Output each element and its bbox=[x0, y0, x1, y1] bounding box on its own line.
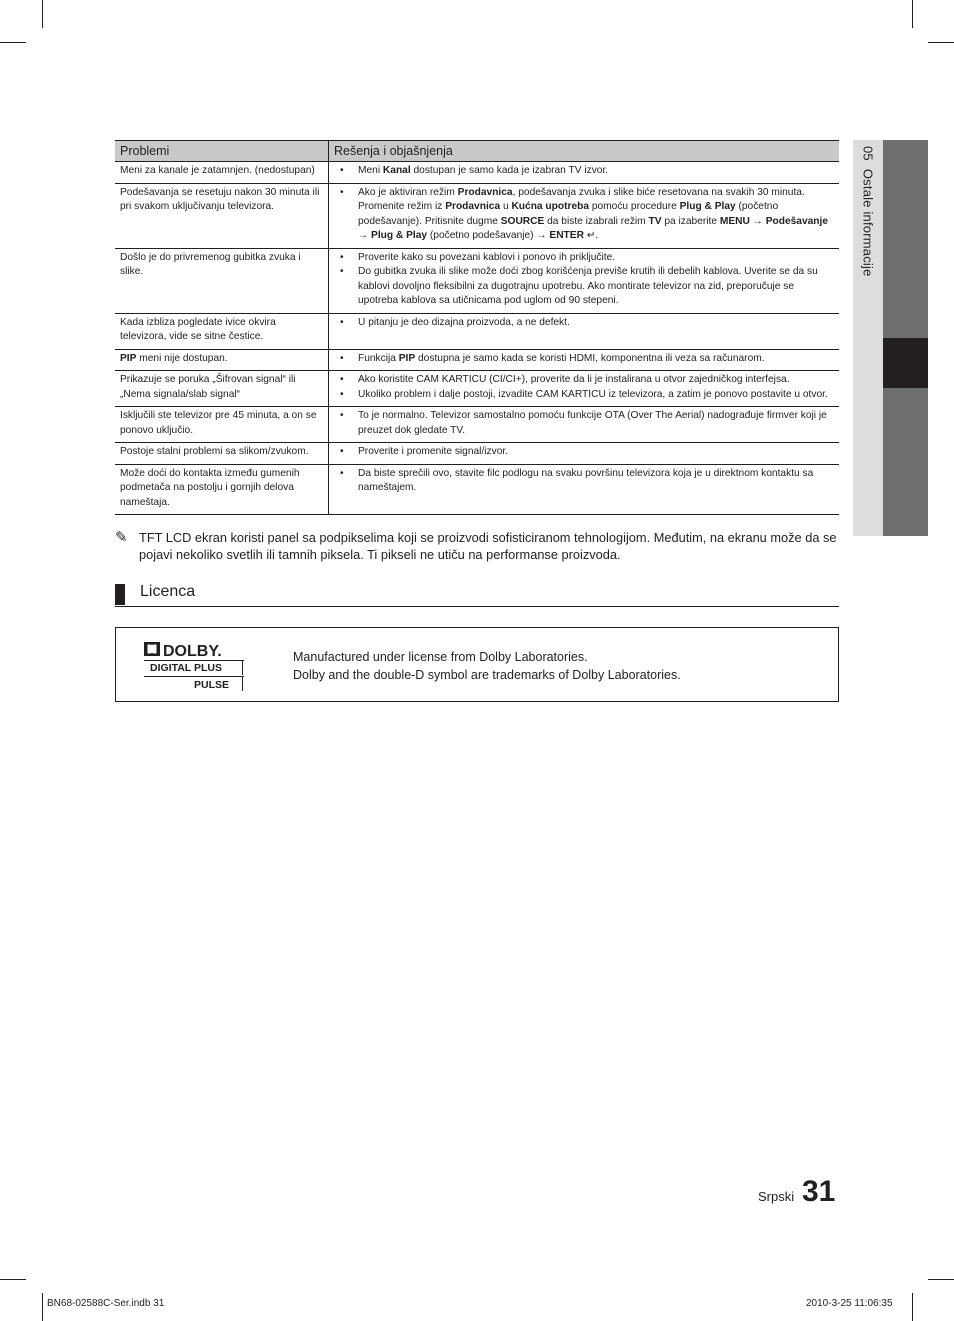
solution-item: • Da biste sprečili ovo, stavite filc podlogu na svaku površinu televizora koja je u direktnom kontaktu sa nameštajem. bbox=[334, 467, 834, 496]
problem-cell: Meni za kanale je zatamnjen. (nedostupan) bbox=[115, 162, 329, 184]
license-box bbox=[115, 627, 839, 702]
solution-list bbox=[334, 409, 834, 438]
crop-mark bbox=[0, 1279, 26, 1280]
solution-item: • Meni Kanal dostupan je samo kada je izabran TV izvor. bbox=[334, 164, 834, 179]
chapter-tab-marker bbox=[883, 338, 928, 388]
license-line-1: Manufactured under license from Dolby Laboratories. bbox=[293, 650, 588, 664]
solution-cell bbox=[329, 162, 840, 184]
license-line-2: Dolby and the double-D symbol are trademarks of Dolby Laboratories. bbox=[293, 668, 681, 682]
solution-cell bbox=[329, 371, 840, 407]
file-info: BN68-02588C-Ser.indb 31 bbox=[47, 1298, 165, 1309]
solution-list bbox=[334, 164, 834, 179]
solution-list bbox=[334, 316, 834, 331]
solution-cell bbox=[329, 349, 840, 371]
crop-mark bbox=[42, 1293, 43, 1321]
solution-list bbox=[334, 186, 834, 244]
header-solutions: Rešenja i objašnjenja bbox=[329, 141, 840, 162]
solution-cell bbox=[329, 464, 840, 515]
solution-item: • Proverite i promenite signal/izvor. bbox=[334, 445, 834, 460]
problem-cell: Može doći do kontakta između gumenih podmetača na postolju i gornjih delova nameštaja. bbox=[115, 464, 329, 515]
table-row bbox=[115, 349, 839, 371]
dolby-brand-text: DOLBY. bbox=[163, 643, 222, 660]
problem-cell: Kada izbliza pogledate ivice okvira televizora, vide se sitne čestice. bbox=[115, 313, 329, 349]
table-row bbox=[115, 183, 839, 248]
crop-mark bbox=[928, 42, 954, 43]
solution-cell bbox=[329, 183, 840, 248]
note-text: TFT LCD ekran koristi panel sa podpikselima koji se proizvodi sofisticiranom tehnologijom. Međutim, na ekranu može da se pojavi nekoliko svetlih ili tamnih piksela. Ti pikseli ne utiču na performanse proizvoda. bbox=[139, 530, 837, 562]
table-body bbox=[115, 162, 839, 515]
solution-item: • Ukoliko problem i dalje postoji, izvadite CAM KARTICU iz televizora, a zatim je ponovo postavite u otvor. bbox=[334, 388, 834, 403]
dolby-digital-plus-text: DIGITAL PLUS bbox=[150, 662, 222, 674]
section-marker bbox=[115, 584, 125, 605]
section-title: Licenca bbox=[140, 583, 196, 600]
page-number: 31 bbox=[802, 1175, 836, 1208]
problem-cell: Podešavanja se resetuju nakon 30 minuta ili pri svakom uključivanju televizora. bbox=[115, 183, 329, 248]
solution-item: • Proverite kako su povezani kablovi i ponovo ih priključite. bbox=[334, 251, 834, 266]
problem-cell: PIP meni nije dostupan. bbox=[115, 349, 329, 371]
problem-cell: Postoje stalni problemi sa slikom/zvukom. bbox=[115, 443, 329, 465]
chapter-number: 05 bbox=[860, 146, 876, 161]
problem-cell: Isključili ste televizor pre 45 minuta, a on se ponovo uključio. bbox=[115, 407, 329, 443]
section-divider bbox=[115, 606, 839, 607]
table-row bbox=[115, 248, 839, 313]
solution-item: • U pitanju je deo dizajna proizvoda, a ne defekt. bbox=[334, 316, 834, 331]
dolby-double-d-icon bbox=[144, 642, 160, 656]
dolby-logo bbox=[144, 640, 244, 692]
problem-cell: Prikazuje se poruka „Šifrovan signal“ ili „Nema signala/slab signal“ bbox=[115, 371, 329, 407]
solution-item: • Do gubitka zvuka ili slike može doći zbog korišćenja previše krutih ili debelih kablova. Uverite se da su kablovi dovoljno fleksibilni za dugotrajnu upotrebu. Ako montirate televizor na zid, preporučuje se upotreba kablova sa utičnicama pod uglom od 90 stepeni. bbox=[334, 265, 834, 309]
license-text bbox=[293, 648, 681, 684]
print-timestamp: 2010-3-25 11:06:35 bbox=[806, 1298, 893, 1309]
table-row bbox=[115, 313, 839, 349]
solution-list bbox=[334, 467, 834, 496]
chapter-tab-label bbox=[861, 146, 876, 277]
solution-cell bbox=[329, 313, 840, 349]
crop-mark bbox=[912, 1293, 913, 1321]
solution-item: • Ako je aktiviran režim Prodavnica, podešavanja zvuka i slike biće resetovana na svakih 30 minuta. Promenite režim iz Prodavnica u Kućna upotreba pomoću procedure Plug & Play (početno podešavanje). Pritisnite dugme SOURCE da biste izabrali režim TV pa izaberite MENU → Podešavanje → Plug & Play (početno podešavanje) → ENTER ↵. bbox=[334, 186, 834, 244]
solution-item: • Ako koristite CAM KARTICU (CI/CI+), proverite da li je instalirana u otvor zajedničkog interfejsa. bbox=[334, 373, 834, 388]
header-problems: Problemi bbox=[115, 141, 329, 162]
crop-mark bbox=[42, 0, 43, 28]
note-block bbox=[115, 529, 839, 563]
crop-mark bbox=[928, 1279, 954, 1280]
table-row bbox=[115, 162, 839, 184]
problem-cell: Došlo je do privremenog gubitka zvuka i slike. bbox=[115, 248, 329, 313]
solution-cell bbox=[329, 248, 840, 313]
table-row bbox=[115, 464, 839, 515]
solution-cell bbox=[329, 407, 840, 443]
troubleshooting-table bbox=[115, 140, 839, 515]
chapter-title: Ostale informacije bbox=[860, 168, 876, 277]
table-row bbox=[115, 407, 839, 443]
table-row bbox=[115, 443, 839, 465]
crop-mark bbox=[912, 0, 913, 28]
solution-list bbox=[334, 352, 834, 367]
table-header-row bbox=[115, 141, 839, 162]
solution-list bbox=[334, 251, 834, 309]
pencil-note-icon: ✎ bbox=[115, 529, 128, 546]
table-row bbox=[115, 371, 839, 407]
crop-mark bbox=[0, 42, 26, 43]
solution-list bbox=[334, 373, 834, 402]
solution-item: • Funkcija PIP dostupna je samo kada se koristi HDMI, komponentna ili veza sa računarom. bbox=[334, 352, 834, 367]
solution-item: • To je normalno. Televizor samostalno pomoću funkcije OTA (Over The Aerial) nadograđuje firmver koji je preuzet dok gledate TV. bbox=[334, 409, 834, 438]
solution-cell bbox=[329, 443, 840, 465]
solution-list bbox=[334, 445, 834, 460]
dolby-pulse-text: PULSE bbox=[194, 679, 230, 691]
footer-language: Srpski bbox=[758, 1189, 795, 1204]
